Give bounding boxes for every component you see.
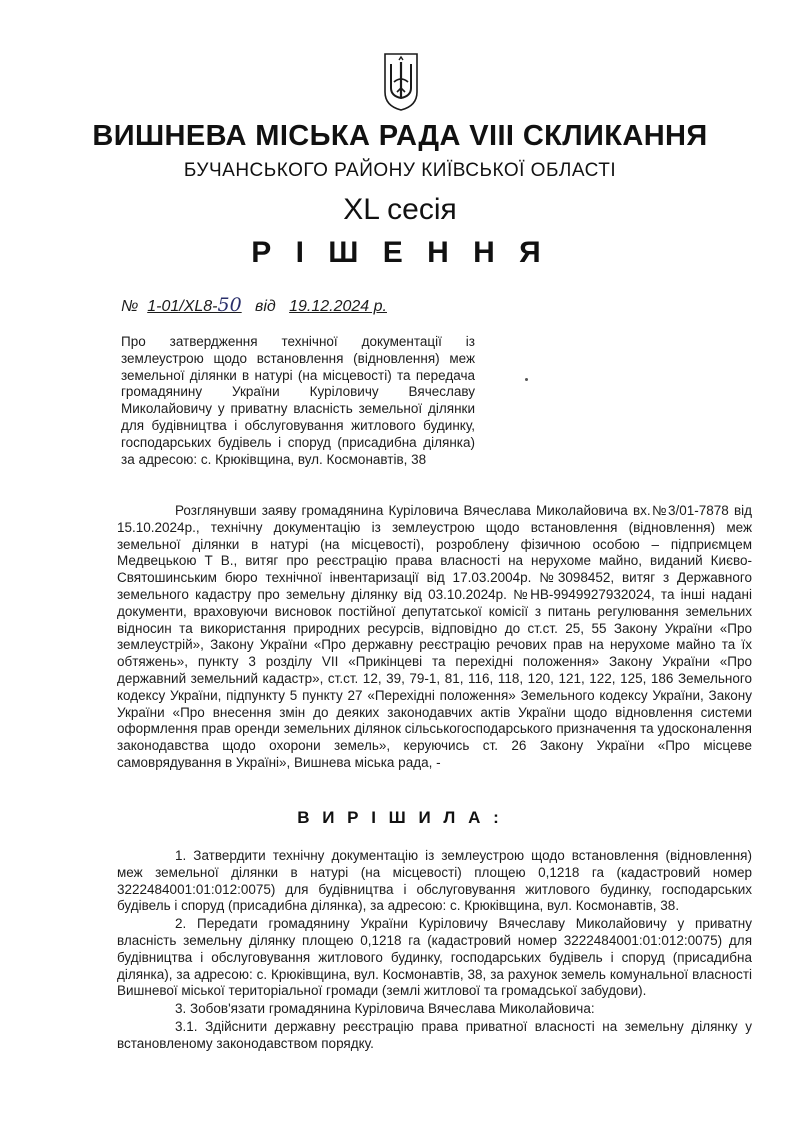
decision-item: 1. Затвердити технічну документацію із землеустрою щодо встановлення (відновлення) меж земельної ділянки в натурі (на місцевості) площею 0,1218 га (кадастровий номер 3222484001:01:012:0075) для будівництва і обслуговування житлового будинку, господарських будівель і споруд (присадибна ділянка), за адресою: с. Крюківщина, вул. Космонавтів, 38. (117, 848, 752, 914)
from-label: від (255, 298, 276, 315)
document-type-title: Р І Ш Е Н Н Я (251, 236, 549, 269)
decision-number-line (121, 294, 387, 316)
decision-items (117, 848, 752, 1054)
district-name: БУЧАНСЬКОГО РАЙОНУ КИЇВСЬКОЇ ОБЛАСТІ (183, 160, 617, 181)
council-name: ВИШНЕВА МІСЬКА РАДА VIII СКЛИКАННЯ (92, 120, 708, 152)
decision-item: 3.1. Здійснити державну реєстрацію права приватної власності на земельну ділянку у встановленому законодавством порядку. (117, 1018, 752, 1051)
number-prefix: № (121, 298, 139, 315)
decision-subject: Про затвердження технічної документації із землеустрою щодо встановлення (відновлення) меж земельної ділянки в натурі (на місцевості) та передача громадянину України Куріловичу Вячеславу Миколайовичу у приватну власність земельної ділянки для будівництва і обслуговування житлового будинку, господарських будівель і споруд (присадибна ділянка) за адресою: с. Крюківщина, вул. Космонавтів, 38 (121, 334, 475, 467)
scan-speck (525, 378, 528, 381)
decision-item: 3. Зобов'язати громадянина Куріловича Вячеслава Миколайовича: (175, 1001, 595, 1017)
resolved-heading: В И Р І Ш И Л А : (297, 808, 503, 827)
session-title: XL сесія (343, 193, 457, 226)
preamble-paragraph: Розглянувши заяву громадянина Куріловича Вячеслава Миколайовича вх.№3/01-7878 від 15.10.2024р., технічну документацію із землеустрою щодо встановлення (відновлення) меж земельної ділянки в натурі (на місцевості), розроблену фізичною особою – підприємцем Медвецькою Т В., витяг про реєстрацію права власності на нерухоме майно, виданий Києво-Святошинським бюро технічної інвентаризації від 17.03.2004р. №3098452, витяг з Державного земельного кадастру про земельну ділянку від 03.10.2024р. №НВ-9949927932024, та інші надані документи, враховуючи висновок постійної депутатської комісії з питань регулювання земельних відносин та використання природних ресурсів, відповідно до ст.ст. 25, 55 Закону України «Про землеустрій», Закону України «Про державну реєстрацію речових прав на нерухоме майно та їх обтяжень», пункту 3 розділу VII «Прикінцеві та перехідні положення» Закону України «Про державний земельний кадастр», ст.ст. 12, 39, 79-1, 81, 116, 118, 120, 121, 122, 125, 186 Земельного кодексу України, підпункту 5 пункту 27 «Перехідні положення» Земельного кодексу України, Закону України «Про внесення змін до деяких законодавчих актів України щодо відновлення системи оформлення прав оренди земельних ділянок сільськогосподарського призначення та удосконалення законодавства щодо охорони земель», керуючись ст. 26 Закону України «Про місцеве самоврядування в Україні», Вишнева міська рада, - (117, 503, 752, 770)
coat-of-arms-trident-icon (383, 52, 419, 112)
decision-item: 2. Передати громадянину України Куріловичу Вячеславу Миколайовичу у приватну власність земельну ділянку площею 0,1218 га (кадастровий номер 3222484001:01:012:0075) для будівництва і обслуговування житлового будинку, господарських будівель і споруд (присадибна ділянка), за адресою: с. Крюківщина, вул. Космонавтів, 38, за рахунок земель комунальної власності Вишневої міської територіальної громади (землі житлової та громадської забудови). (117, 916, 752, 999)
decision-number: 1-01/XL8-50 (147, 294, 242, 316)
handwritten-number: 50 (217, 294, 242, 316)
decision-date: 19.12.2024 р. (289, 298, 387, 315)
